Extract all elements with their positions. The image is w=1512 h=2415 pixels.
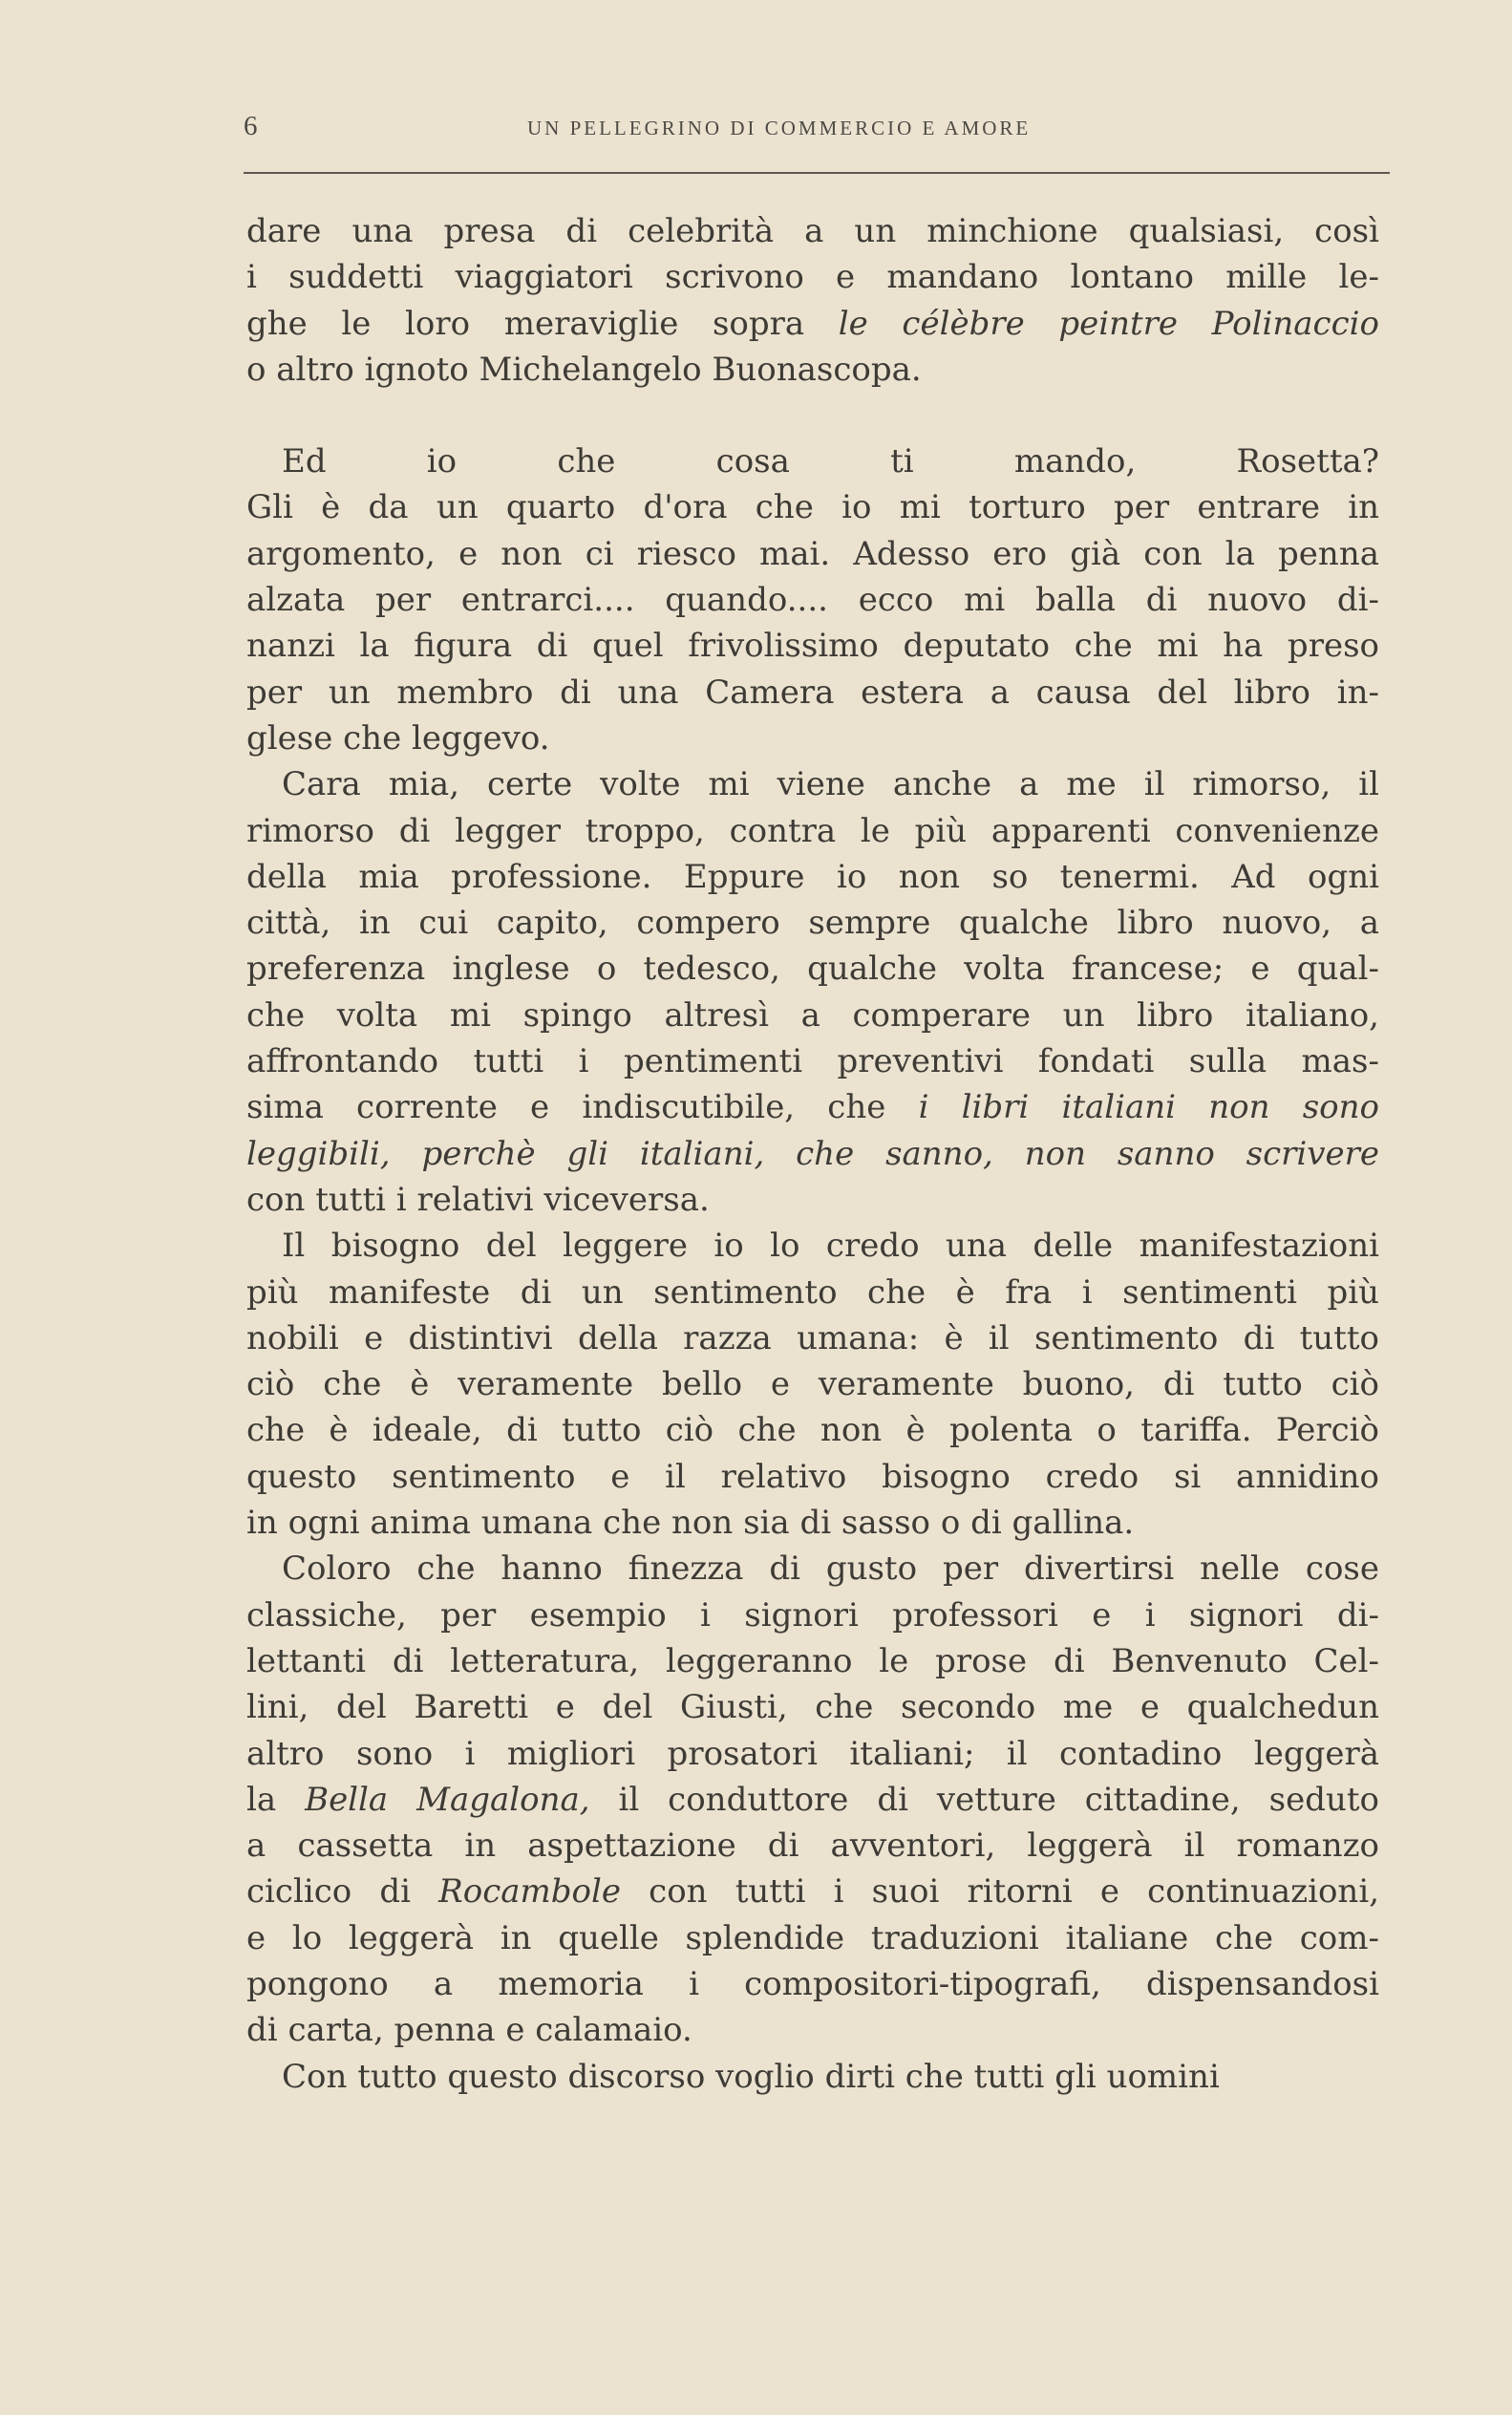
text-run: lini, del Baretti e del Giusti, che secondo me e qualchedun xyxy=(246,1688,1379,1727)
text-line xyxy=(246,1546,1379,1592)
text-line xyxy=(246,1038,1379,1084)
text-line xyxy=(246,577,1379,623)
text-line xyxy=(246,208,1379,254)
text-line xyxy=(246,301,1379,347)
page-number: 6 xyxy=(244,111,258,141)
paragraph xyxy=(246,761,1379,1223)
text-line xyxy=(246,1177,1379,1223)
text-run: nanzi la figura di quel frivolissimo deputato che mi ha preso xyxy=(246,627,1379,666)
text-line xyxy=(246,2007,1379,2053)
running-title: UN PELLEGRINO DI COMMERCIO E AMORE xyxy=(527,117,1032,139)
text-run: preferenza inglese o tedesco, qualche volta francese; e qual- xyxy=(246,950,1379,989)
text-line xyxy=(246,1270,1379,1315)
text-line xyxy=(246,761,1379,807)
text-run: o altro ignoto Michelangelo Buonascopa. xyxy=(246,350,922,389)
text-run: pongono a memoria i compositori-tipografi, dispensandosi xyxy=(246,1964,1379,2003)
paragraph xyxy=(246,1546,1379,2053)
italic-run: i libri italiani non sono xyxy=(918,1088,1379,1127)
text-line xyxy=(246,1361,1379,1407)
text-run: affrontando tutti i pentimenti preventivi fondati sulla mas- xyxy=(246,1042,1379,1081)
text-run: dare una presa di celebrità a un minchione qualsiasi, così xyxy=(246,212,1379,250)
text-run: ciò che è veramente bello e veramente buono, di tutto ciò xyxy=(246,1365,1379,1404)
text-line xyxy=(246,1961,1379,2007)
text-run: rimorso di legger troppo, contra le più apparenti convenienze xyxy=(246,811,1379,850)
text-run: ciclico di xyxy=(246,1872,439,1912)
text-run: ghe le loro meraviglie sopra xyxy=(246,304,839,343)
text-run: glese che leggevo. xyxy=(246,718,550,758)
text-line xyxy=(246,623,1379,669)
page-header xyxy=(244,107,1390,155)
text-run: i suddetti viaggiatori scrivono e mandano lontano mille le- xyxy=(246,258,1379,297)
text-line xyxy=(246,900,1379,946)
text-run: Il bisogno del leggere io lo credo una delle manifestazioni xyxy=(282,1227,1379,1266)
text-line xyxy=(246,1592,1379,1638)
text-line xyxy=(246,1777,1379,1823)
text-line xyxy=(246,438,1379,484)
text-line xyxy=(246,2054,1379,2100)
text-run: città, in cui capito, compero sempre qualche libro nuovo, a xyxy=(246,904,1379,943)
text-line xyxy=(246,993,1379,1038)
text-run: per un membro di una Camera estera a causa del libro in- xyxy=(246,673,1379,712)
text-line xyxy=(246,716,1379,761)
text-line xyxy=(246,1084,1379,1130)
text-line xyxy=(246,1223,1379,1269)
text-line xyxy=(246,1915,1379,1961)
text-run: alzata per entrarci.... quando.... ecco mi balla di nuovo di- xyxy=(246,581,1379,620)
text-run: la xyxy=(246,1780,306,1819)
text-line xyxy=(246,1454,1379,1500)
body-text xyxy=(246,208,1379,2100)
text-line xyxy=(246,1407,1379,1453)
text-run: classiche, per esempio i signori professori e i signori di- xyxy=(246,1595,1379,1635)
text-line xyxy=(246,1869,1379,1914)
text-run: nobili e distintivi della razza umana: è il sentimento di tutto xyxy=(246,1318,1379,1357)
text-line xyxy=(246,670,1379,716)
text-run: con tutti i relativi viceversa. xyxy=(246,1180,710,1219)
text-line xyxy=(246,808,1379,854)
italic-run: le célèbre peintre Polinaccio xyxy=(838,304,1379,343)
text-run: sima corrente e indiscutibile, che xyxy=(246,1088,919,1127)
text-line xyxy=(246,531,1379,577)
text-run: Coloro che hanno finezza di gusto per divertirsi nelle cose xyxy=(282,1549,1379,1589)
text-line xyxy=(246,254,1379,300)
text-line xyxy=(246,1684,1379,1730)
text-run: lettanti di letteratura, leggeranno le prose di Benvenuto Cel- xyxy=(246,1641,1379,1680)
italic-run: leggibili, perchè gli italiani, che sanno, non sanno scrivere xyxy=(246,1134,1379,1173)
text-run: Gli è da un quarto d'ora che io mi torturo per entrare in xyxy=(246,488,1379,527)
text-line xyxy=(246,1131,1379,1177)
text-run: questo sentimento e il relativo bisogno credo si annidino xyxy=(246,1457,1379,1496)
text-run: che è ideale, di tutto ciò che non è polenta o tariffa. Perciò xyxy=(246,1411,1379,1450)
text-run: Con tutto questo discorso voglio dirti che tutti gli uomini xyxy=(282,2057,1220,2096)
text-run: argomento, e non ci riesco mai. Adesso ero già con la penna xyxy=(246,534,1379,573)
text-run: della mia professione. Eppure io non so tenermi. Ad ogni xyxy=(246,857,1379,896)
text-run: Ed io che cosa ti mando, Rosetta? xyxy=(282,442,1379,481)
text-line xyxy=(246,1500,1379,1546)
text-line xyxy=(246,854,1379,900)
text-run: e lo leggerà in quelle splendide traduzioni italiane che com- xyxy=(246,1918,1379,1957)
text-run: a cassetta in aspettazione di avventori, leggerà il romanzo xyxy=(246,1827,1379,1866)
paragraph xyxy=(246,438,1379,761)
text-run: il conduttore di vetture cittadine, seduto xyxy=(589,1780,1380,1819)
text-line xyxy=(246,1315,1379,1361)
text-line xyxy=(246,484,1379,530)
text-line xyxy=(246,1823,1379,1869)
text-run: in ogni anima umana che non sia di sasso o di gallina. xyxy=(246,1504,1135,1543)
text-run: altro sono i migliori prosatori italiani; il contadino leggerà xyxy=(246,1734,1379,1773)
paragraph xyxy=(246,208,1379,393)
paragraph xyxy=(246,2054,1379,2100)
text-line xyxy=(246,1731,1379,1777)
text-run: che volta mi spingo altresì a comperare un libro italiano, xyxy=(246,995,1379,1035)
text-run: di carta, penna e calamaio. xyxy=(246,2011,692,2050)
paragraph xyxy=(246,1223,1379,1546)
text-line xyxy=(246,1638,1379,1684)
text-run: Cara mia, certe volte mi viene anche a me il rimorso, il xyxy=(282,765,1379,804)
text-run: con tutti i suoi ritorni e continuazioni, xyxy=(621,1872,1380,1912)
header-rule xyxy=(244,172,1390,174)
italic-run: Rocambole xyxy=(438,1872,622,1912)
italic-run: Bella Magalona, xyxy=(305,1780,590,1819)
text-line xyxy=(246,347,1379,393)
text-run: più manifeste di un sentimento che è fra i sentimenti più xyxy=(246,1272,1379,1312)
text-line xyxy=(246,946,1379,992)
